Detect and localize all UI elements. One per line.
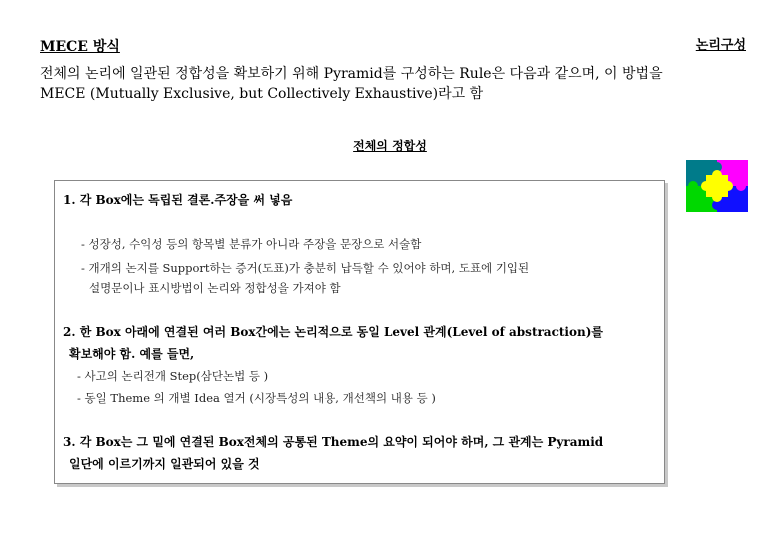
rule-2-title-line-2: 확보해야 함. 예를 들면,: [69, 347, 195, 361]
intro-line-2: MECE (Mutually Exclusive, but Collectively Exhaustive)라고 함: [40, 86, 484, 102]
rules-box: [54, 180, 665, 484]
intro-line-1: 전체의 논리에 일관된 정합성을 확보하기 위해 Pyramid를 구성하는 Rule은 다음과 같으며, 이 방법을: [40, 66, 663, 82]
rule-3-title-line-2: 일단에 이르기까지 일관되어 있을 것: [69, 457, 260, 471]
header-left-title: MECE 방식: [40, 39, 120, 55]
intro-paragraph: [40, 64, 760, 104]
rule-2-sub-2: - 동일 Theme 의 개별 Idea 열거 (시장특성의 내용, 개선책의 내용 등 ): [77, 391, 436, 405]
rule-3-title-line-1: 3. 각 Box는 그 밑에 연결된 Box전체의 공통된 Theme의 요약이 되어야 하며, 그 관계는 Pyramid: [63, 435, 604, 449]
rule-1-sub-1: - 성장성, 수익성 등의 항목별 분류가 아니라 주장을 문장으로 서술함: [81, 237, 422, 251]
rule-2-sub-1: - 사고의 논리전개 Step(삼단논법 등 ): [77, 369, 269, 383]
section-title: 전체의 정합성: [353, 139, 427, 153]
rule-1-sub-3: 설명문이나 표시방법이 논리와 정합성을 가져야 함: [89, 281, 341, 295]
header-right-title: 논리구성: [695, 38, 746, 53]
puzzle-icon: [686, 160, 748, 212]
rule-2-title-line-1: 2. 한 Box 아래에 연결된 여러 Box간에는 논리적으로 동일 Level 관계(Level of abstraction)를: [63, 325, 603, 339]
rule-1-sub-2: - 개개의 논지를 Support하는 증거(도표)가 충분히 납득할 수 있어야 하며, 도표에 기입된: [81, 261, 530, 275]
rule-1-title: 1. 각 Box에는 독립된 결론.주장을 써 넣음: [63, 193, 293, 207]
